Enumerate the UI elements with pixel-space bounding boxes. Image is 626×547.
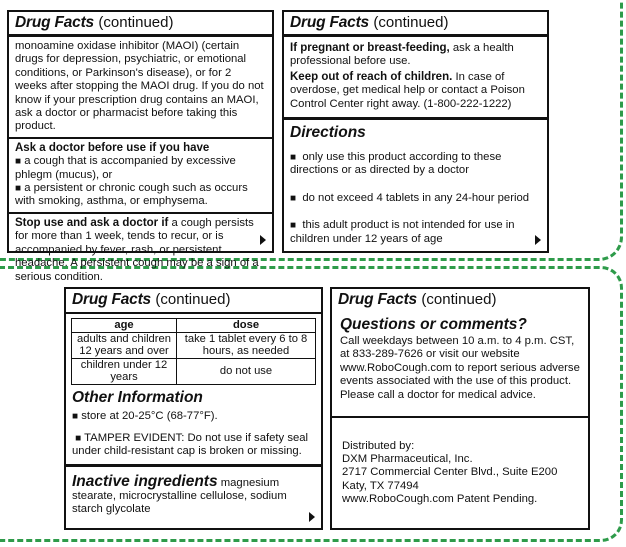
pregnancy-heading: If pregnant or breast-feeding, — [290, 42, 450, 54]
table-row — [72, 332, 316, 358]
maoi-text: monoamine oxidase inhibitor (MAOI) (certain drugs for depression, psychiatric, or emotional conditions, or Parkinson's disease), or for 2 weeks after stopping the MAOI drug. If you do not know if your prescription drug contains an MAOI, ask a doctor or pharmacist before taking this product. — [15, 40, 264, 133]
drug-facts-panel-dosage — [64, 287, 323, 530]
panel-title: Drug Facts — [290, 14, 369, 31]
drug-facts-panel-contact — [330, 287, 590, 530]
stop-use-section — [9, 212, 272, 287]
pregnancy-text: ask a health professional before use. — [290, 42, 514, 68]
list-item — [72, 407, 315, 423]
company-name: DXM Pharmaceutical, Inc. — [342, 453, 473, 466]
pregnancy-warning — [284, 37, 547, 114]
square-bullet-icon: ■ — [72, 410, 79, 422]
panel-header — [66, 289, 321, 314]
dose-table — [71, 318, 316, 385]
continue-arrow-icon — [260, 235, 266, 245]
list-item-text: this adult product is not intended for use in children under 12 years of age — [290, 219, 515, 245]
panel-title-suffix: (continued) — [98, 14, 174, 31]
dose-table-wrap — [66, 314, 321, 385]
list-item — [290, 178, 541, 205]
panel-title: Drug Facts — [338, 291, 417, 308]
keep-out-heading: Keep out of reach of children. — [290, 70, 453, 83]
panel-header — [9, 12, 272, 37]
distributor-section — [332, 416, 588, 528]
list-item-text: TAMPER EVIDENT: Do not use if safety seal under child-resistant cap is broken or missing. — [72, 431, 309, 458]
table-header-row — [72, 319, 316, 333]
panel-title: Drug Facts — [15, 14, 94, 31]
square-bullet-icon: ■ — [15, 183, 22, 195]
panel-header — [284, 12, 547, 37]
column-header-age: age — [72, 319, 177, 333]
list-item — [290, 142, 541, 178]
list-item-text: a cough that is accompanied by excessive phlegm (mucus), or — [15, 155, 236, 181]
square-bullet-icon: ■ — [290, 220, 297, 232]
list-item — [15, 155, 266, 182]
table-cell: take 1 tablet every 6 to 8 hours, as needed — [177, 332, 316, 358]
stop-use-text: a cough persists for more than 1 week, tends to recur, or is accompanied by fever, rash, or persistent headache. A persistent cough may be a sign of a serious condition. — [15, 216, 259, 283]
panel-title-suffix: (continued) — [421, 291, 497, 308]
questions-title: Questions or comments? — [340, 316, 527, 333]
panel-title: Drug Facts — [72, 291, 151, 308]
panel-title-suffix: (continued) — [373, 14, 449, 31]
inactive-ingredients-section — [66, 464, 321, 528]
square-bullet-icon: ■ — [75, 432, 82, 444]
panel-title-suffix: (continued) — [155, 291, 231, 308]
drug-facts-panel-directions — [282, 10, 549, 253]
directions-section — [284, 117, 547, 250]
continue-arrow-icon — [535, 235, 541, 245]
address-line-1: 2717 Commercial Center Blvd., Suite E200 — [342, 466, 558, 479]
list-item — [72, 423, 315, 459]
table-cell: adults and children 12 years and over — [72, 332, 177, 358]
square-bullet-icon: ■ — [290, 192, 297, 204]
ask-doctor-heading: Ask a doctor before use if you have — [15, 141, 210, 154]
questions-text: Call weekdays between 10 a.m. to 4 p.m. CST, at 833-289-7626 or visit our website www.RoboCough.com to report serious adverse events associated with the use of this product. Please call a doctor for medical advice. — [340, 335, 580, 401]
list-item-text: only use this product according to these directions or as directed by a doctor — [290, 151, 502, 177]
ask-doctor-section — [9, 137, 272, 212]
table-cell: children under 12 years — [72, 358, 177, 384]
directions-title: Directions — [290, 124, 366, 142]
list-item — [290, 205, 541, 246]
list-item-text: store at 20-25°C (68-77°F). — [81, 409, 218, 422]
address-line-2: Katy, TX 77494 — [342, 479, 419, 492]
list-item-text: a persistent or chronic cough such as occurs with smoking, asthma, or emphysema. — [15, 182, 248, 208]
inactive-ingredients-title: Inactive ingredients — [72, 473, 218, 490]
panel-header — [332, 289, 588, 314]
other-info-title: Other Information — [72, 388, 203, 406]
questions-section — [332, 314, 588, 402]
other-info-section — [66, 385, 321, 459]
drug-facts-panel-warnings — [7, 10, 274, 283]
stop-use-heading: Stop use and ask a doctor if — [15, 216, 169, 229]
keep-out-text: In case of overdose, get medical help or contact a Poison Control Center right away. (1-800-222-1222) — [290, 70, 525, 110]
website-patent: www.RoboCough.com Patent Pending. — [342, 492, 538, 505]
list-item — [15, 182, 266, 209]
continue-arrow-icon — [309, 512, 315, 522]
square-bullet-icon: ■ — [15, 156, 22, 168]
inactive-ingredients-text: magnesium stearate, microcrystalline cellulose, sodium starch glycolate — [72, 477, 287, 516]
list-item-text: do not exceed 4 tablets in any 24-hour period — [302, 191, 530, 204]
column-header-dose: dose — [177, 319, 316, 333]
table-cell: do not use — [177, 358, 316, 384]
distributed-by-label: Distributed by: — [342, 440, 415, 452]
maoi-warning — [9, 37, 272, 137]
square-bullet-icon: ■ — [290, 152, 297, 164]
table-row — [72, 358, 316, 384]
